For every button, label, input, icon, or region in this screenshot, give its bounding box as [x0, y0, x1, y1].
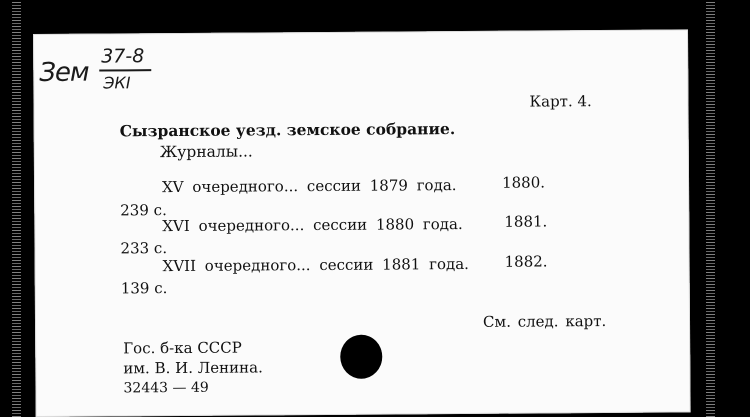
card-title: Сызранское уезд. земское собрание. [119, 119, 456, 141]
shelf-mark-prefix: Зем [39, 57, 89, 88]
shelf-mark-bottom: ЭКI [103, 73, 131, 93]
entry-1-year: 1880. [501, 173, 546, 192]
entry-1-text: XV очередного... сессии 1879 года. [162, 176, 457, 197]
scanner-edge-left [12, 0, 21, 417]
entry-2-year: 1881. [504, 212, 548, 231]
shelf-mark-top: 37-8 [101, 45, 145, 68]
card-number: Карт. 4. [529, 92, 592, 111]
see-next-card: См. след. карт. [482, 312, 607, 331]
card-subtitle: Журналы... [159, 142, 253, 162]
entry-1-pages: 239 с. [120, 201, 167, 220]
entry-3-text: XVII очередного... сессии 1881 года. [162, 254, 469, 276]
ink-blot [340, 335, 382, 379]
entry-2-text: XVI очередного... сессии 1880 года. [162, 215, 463, 236]
entry-2-pages: 233 с. [120, 239, 168, 258]
shelf-mark-divider [99, 69, 151, 71]
shelf-mark [39, 45, 159, 96]
library-dedication: им. В. И. Ленина. [123, 358, 263, 378]
catalog-card [33, 29, 691, 417]
entry-3-year: 1882. [504, 252, 548, 271]
library-name: Гос. б-ка СССР [123, 338, 242, 358]
library-code: 32443 — 49 [123, 379, 209, 397]
entry-3-pages: 139 с. [120, 279, 168, 298]
scanner-edge-right [706, 0, 715, 417]
